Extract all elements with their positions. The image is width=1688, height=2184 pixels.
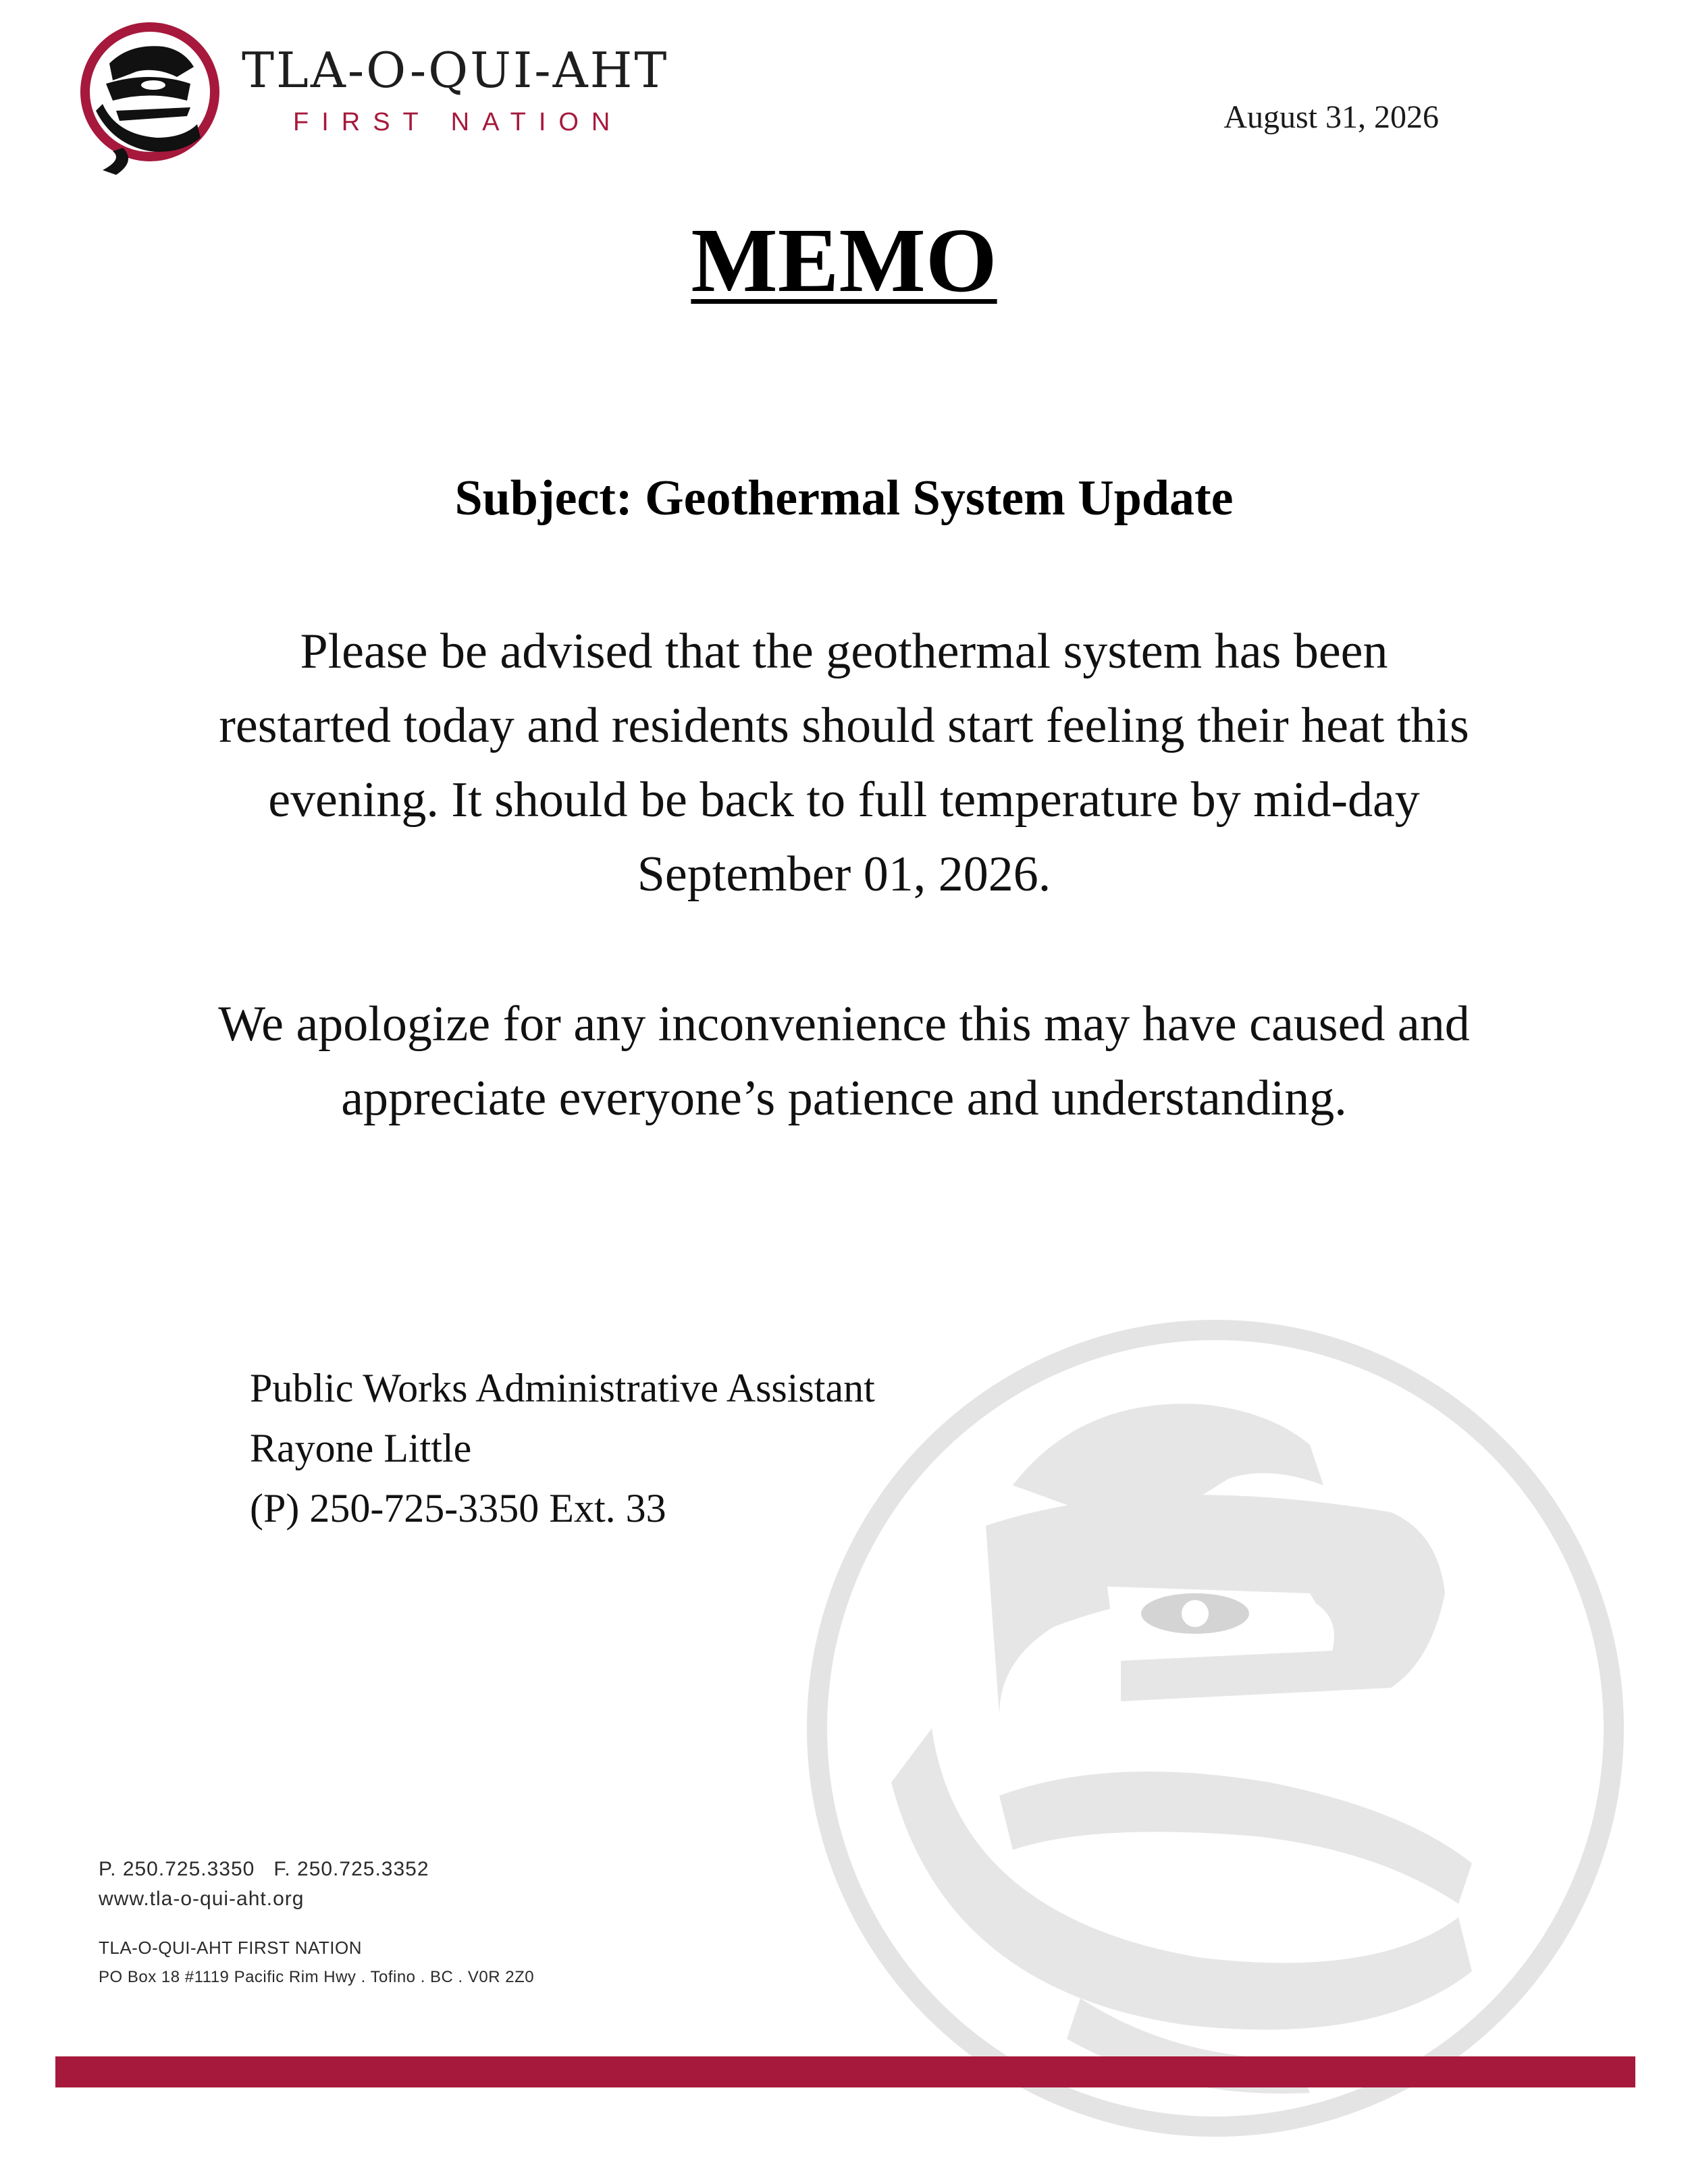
memo-paragraph-1: Please be advised that the geothermal system has been restarted today and residents should start feeling their heat this evening. It should be back to full temperature by mid-day September 01, 2026.: [219, 624, 1469, 902]
footer-address: PO Box 18 #1119 Pacific Rim Hwy . Tofino . BC . V0R 2Z0: [99, 1968, 535, 1986]
signature-phone: (P) 250-725-3350 Ext. 33: [250, 1486, 666, 1530]
signature-name: Rayone Little: [250, 1426, 472, 1470]
memo-paragraph-2: We apologize for any inconvenience this may have caused and appreciate everyone’s patience and understanding.: [218, 996, 1470, 1126]
organization-name: TLA-O-QUI-AHT: [242, 42, 669, 99]
serpent-logo-icon: [76, 16, 224, 178]
serpent-watermark-icon: [797, 1310, 1634, 2147]
signature-role: Public Works Administrative Assistant: [250, 1366, 875, 1410]
footer-website: www.tla-o-qui-aht.org: [99, 1888, 305, 1910]
footer-bar: [55, 2056, 1635, 2087]
memo-title: MEMO: [691, 210, 997, 311]
memo-date: August 31, 2026: [1223, 99, 1439, 135]
footer-contact: [99, 1858, 534, 1987]
footer-org-name: TLA-O-QUI-AHT FIRST NATION: [99, 1938, 363, 1958]
memo-subject: Subject: Geothermal System Update: [454, 471, 1234, 526]
footer-phones: P. 250.725.3350 F. 250.725.3352: [99, 1858, 429, 1880]
signature-block: [250, 1358, 875, 1539]
organization-subtitle: FIRST NATION: [293, 108, 623, 136]
